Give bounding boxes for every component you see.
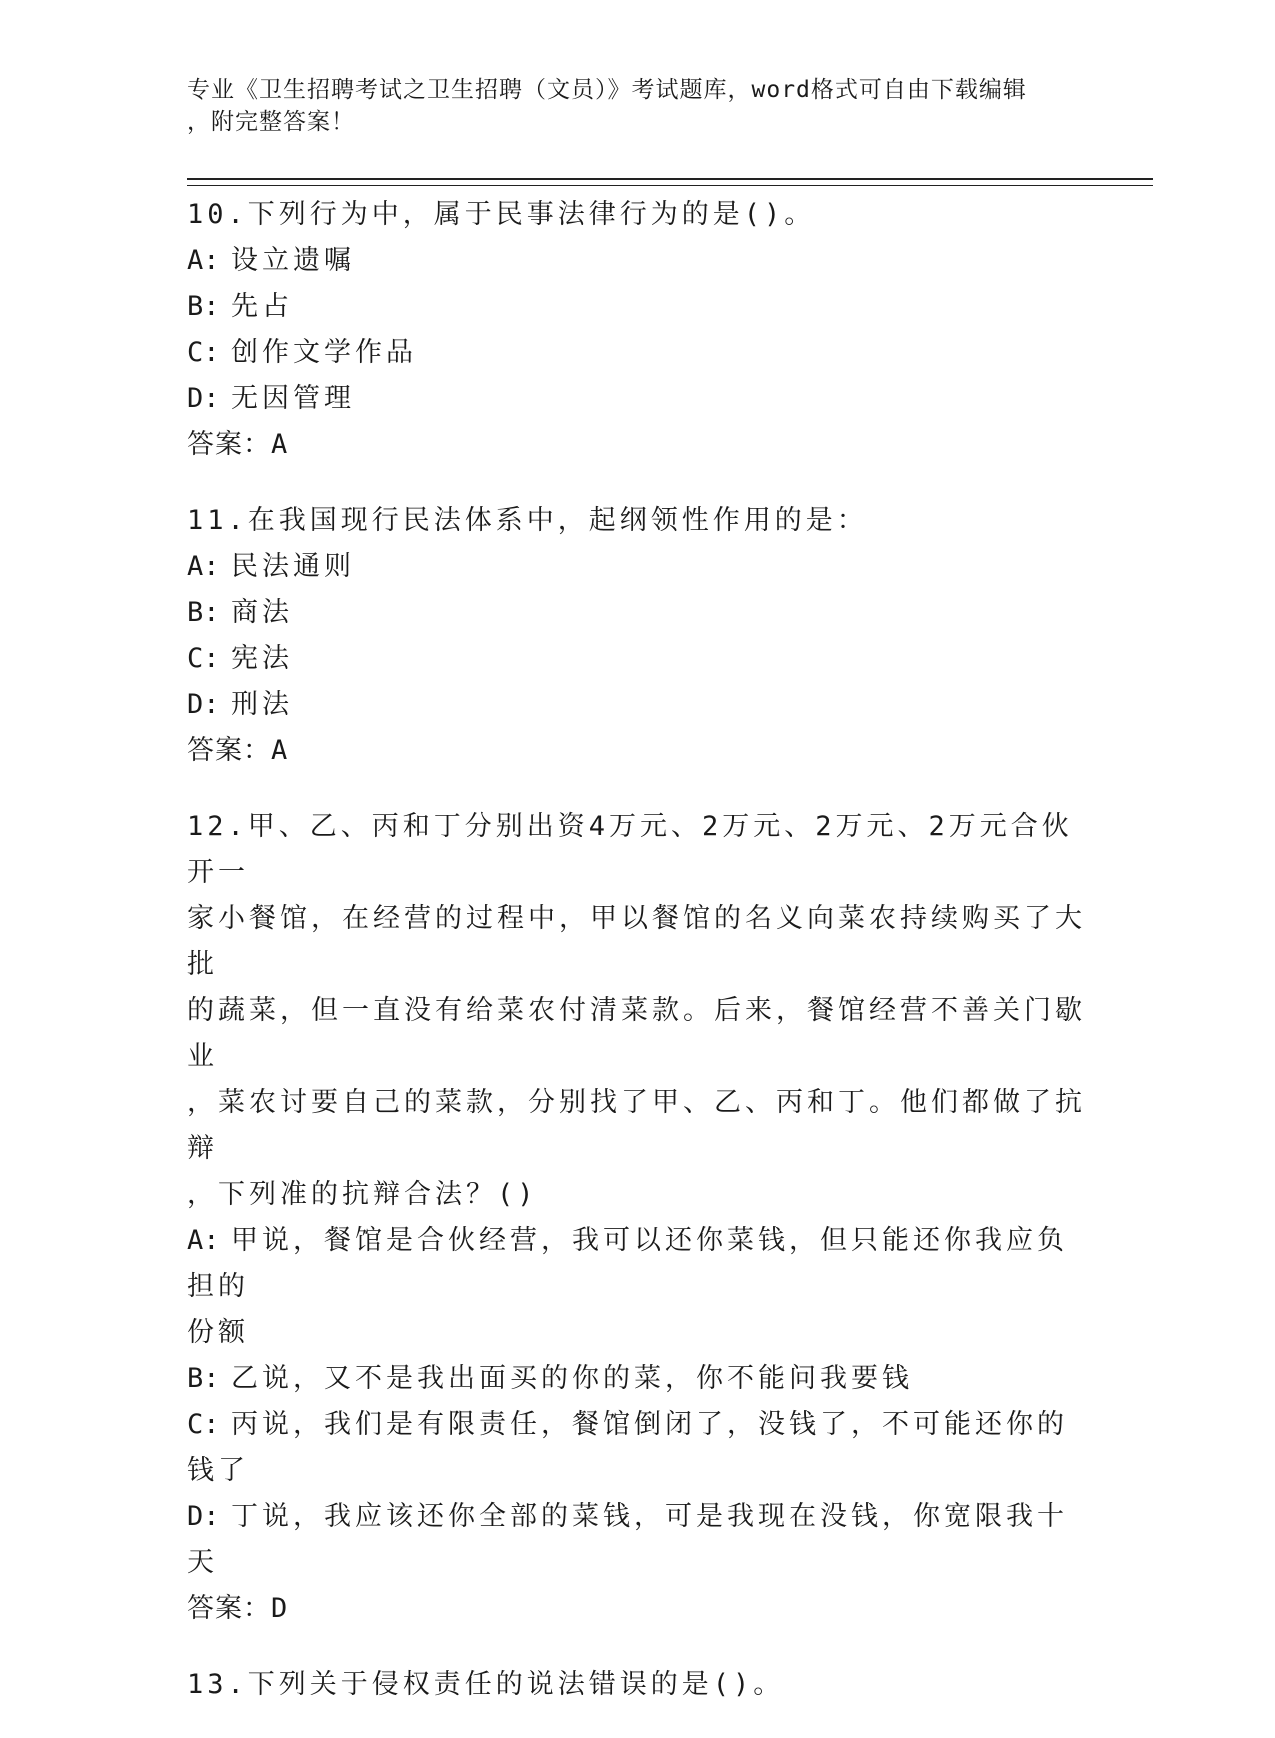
option-text: 丙说，我们是有限责任，餐馆倒闭了，没钱了，不可能还你的钱了	[187, 1409, 1068, 1486]
option-letter: C:	[187, 1409, 220, 1440]
answer-value: D	[271, 1593, 289, 1624]
question-text-line: ，菜农讨要自己的菜款，分别找了甲、乙、丙和丁。他们都做了抗辩	[187, 1087, 1086, 1164]
option-c	[187, 1402, 1087, 1494]
option-text: 创作文学作品	[231, 337, 417, 368]
answer-line	[187, 1586, 1087, 1632]
document-header	[187, 74, 1087, 138]
option-letter: C:	[187, 337, 220, 368]
header-line-1: 专业《卫生招聘考试之卫生招聘（文员）》考试题库，word格式可自由下载编辑	[187, 77, 1027, 103]
option-letter: A:	[187, 551, 220, 582]
option-text: 宪法	[231, 643, 293, 674]
question-text-line: ，下列准的抗辩合法？()	[187, 1179, 538, 1210]
option-letter: B:	[187, 597, 220, 628]
answer-label: 答案：	[187, 735, 271, 766]
option-letter: D:	[187, 1501, 220, 1532]
option-text: 甲说，餐馆是合伙经营，我可以还你菜钱，但只能还你我应负担的	[187, 1225, 1068, 1302]
question-text: 13.下列关于侵权责任的说法错误的是()。	[187, 1669, 785, 1700]
option-b	[187, 590, 1087, 636]
option-a-continued: 份额	[187, 1317, 249, 1348]
option-letter: B:	[187, 1363, 220, 1394]
answer-line	[187, 422, 1087, 468]
header-divider	[187, 178, 1153, 186]
option-text: 先占	[231, 291, 293, 322]
header-line-2: ，附完整答案！	[187, 109, 355, 135]
option-c	[187, 330, 1087, 376]
answer-line	[187, 728, 1087, 774]
option-text: 乙说，又不是我出面买的你的菜，你不能问我要钱	[231, 1363, 913, 1394]
question-text-line: 的蔬菜，但一直没有给菜农付清菜款。后来，餐馆经营不善关门歇业	[187, 995, 1086, 1072]
option-letter: A:	[187, 245, 220, 276]
option-letter: D:	[187, 383, 220, 414]
question-10	[187, 192, 1087, 468]
option-a	[187, 238, 1087, 284]
question-text-line: 家小餐馆，在经营的过程中，甲以餐馆的名义向菜农持续购买了大批	[187, 903, 1086, 980]
question-text: 10.下列行为中，属于民事法律行为的是()。	[187, 199, 816, 230]
question-13	[187, 1662, 1087, 1708]
option-text: 商法	[231, 597, 293, 628]
option-d	[187, 682, 1087, 728]
option-b	[187, 1356, 1087, 1402]
question-11	[187, 498, 1087, 774]
question-text-line: 12.甲、乙、丙和丁分别出资4万元、2万元、2万元、2万元合伙开一	[187, 811, 1073, 888]
question-text: 11.在我国现行民法体系中，起纲领性作用的是：	[187, 505, 868, 536]
option-text: 设立遗嘱	[231, 245, 355, 276]
option-d	[187, 376, 1087, 422]
option-letter: C:	[187, 643, 220, 674]
answer-label: 答案：	[187, 1593, 271, 1624]
option-text: 民法通则	[231, 551, 355, 582]
option-text: 刑法	[231, 689, 293, 720]
question-12	[187, 804, 1087, 1632]
question-list	[187, 192, 1087, 1738]
answer-label: 答案：	[187, 429, 271, 460]
option-a	[187, 1218, 1087, 1310]
option-d	[187, 1494, 1087, 1586]
option-c	[187, 636, 1087, 682]
option-text: 无因管理	[231, 383, 355, 414]
option-letter: D:	[187, 689, 220, 720]
option-text: 丁说，我应该还你全部的菜钱，可是我现在没钱，你宽限我十天	[187, 1501, 1068, 1578]
answer-value: A	[271, 735, 289, 766]
option-b	[187, 284, 1087, 330]
option-letter: A:	[187, 1225, 220, 1256]
option-letter: B:	[187, 291, 220, 322]
option-a	[187, 544, 1087, 590]
answer-value: A	[271, 429, 289, 460]
